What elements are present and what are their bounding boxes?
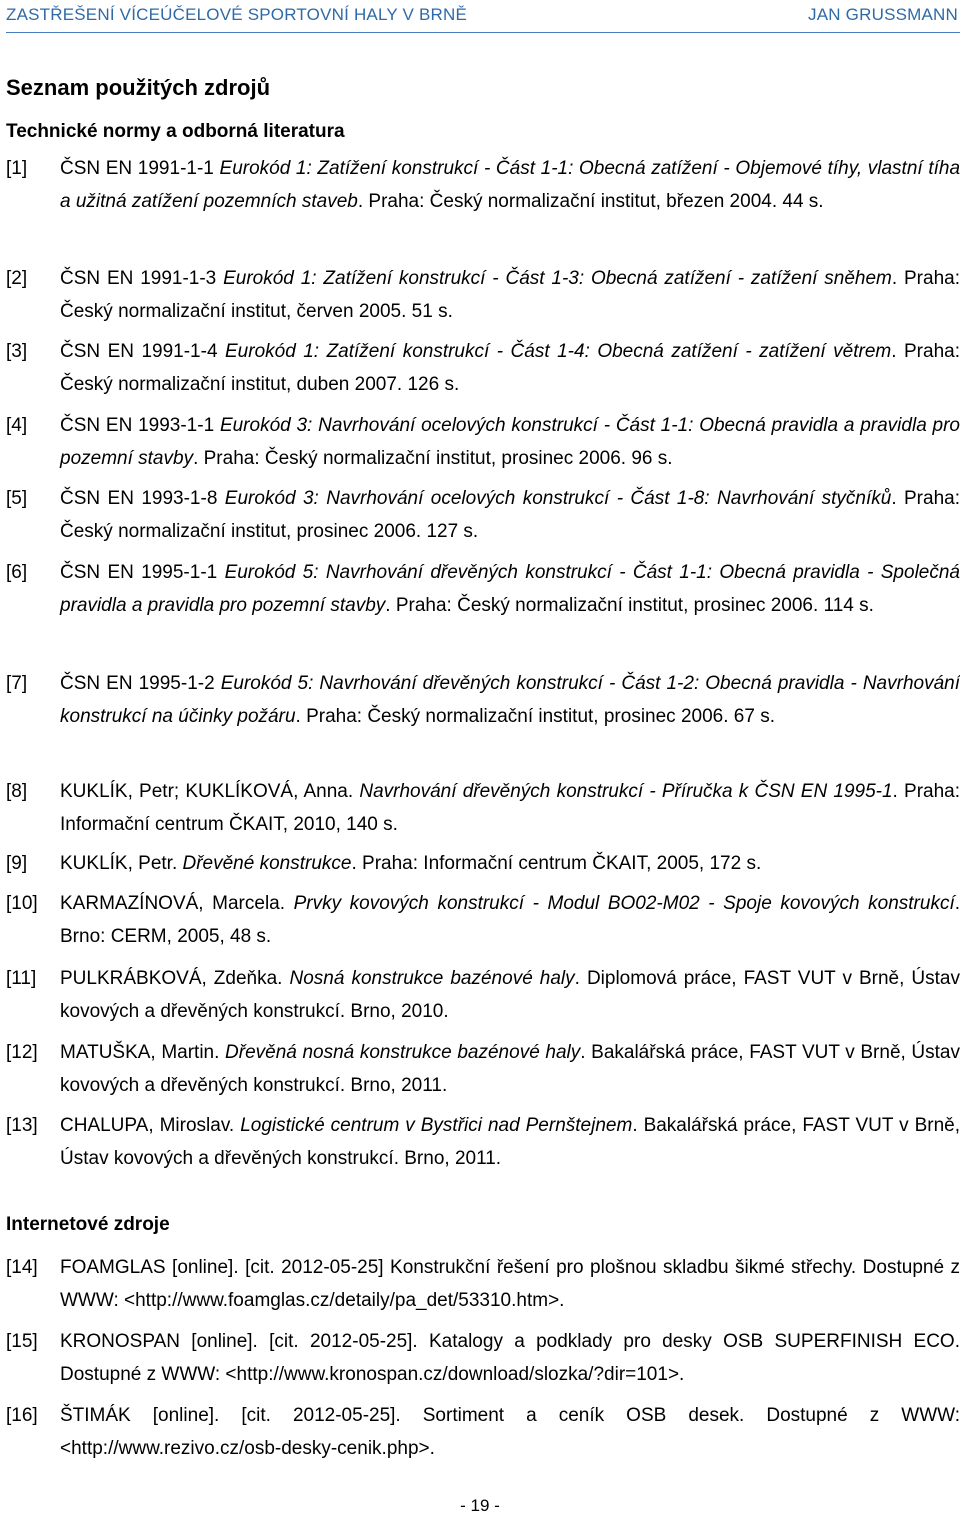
- reference-text: ŠTIMÁK [online]. [cit. 2012-05-25]. Sortiment a ceník OSB desek. Dostupné z WWW: <http://www.rezivo.cz/osb-desky-cenik.php>.: [60, 1405, 960, 1459]
- page-number: - 19 -: [460, 1496, 500, 1515]
- reference-text: FOAMGLAS [online]. [cit. 2012-05-25] Konstrukční řešení pro plošnou skladbu šikmé střechy. Dostupné z WWW: <http://www.foamglas.cz/detaily/pa_det/53310.htm>.: [60, 1257, 960, 1311]
- reference-number: [8]: [6, 781, 28, 802]
- reference-item: [6, 1325, 960, 1391]
- reference-text: CHALUPA, Miroslav. Logistické centrum v Bystřici nad Pernštejnem. Bakalářská práce, FAST VUT v Brně, Ústav kovových a dřevěných konstrukcí. Brno, 2011.: [60, 1115, 960, 1169]
- reference-number: [11]: [6, 968, 37, 989]
- reference-number: [4]: [6, 415, 28, 436]
- reference-number: [14]: [6, 1257, 38, 1278]
- reference-number: [3]: [6, 341, 28, 362]
- header-author: JAN GRUSSMANN: [808, 5, 958, 24]
- reference-item: [6, 775, 960, 841]
- reference-item: [6, 667, 960, 733]
- reference-item: [6, 409, 960, 475]
- reference-text: ČSN EN 1995-1-2 Eurokód 5: Navrhování dřevěných konstrukcí - Část 1-2: Obecná pravidla - Navrhování konstrukcí na účinky požáru. Praha: Český normalizační institut, prosinec 2006. 67 s.: [60, 673, 960, 727]
- reference-number: [12]: [6, 1042, 38, 1063]
- reference-number: [16]: [6, 1405, 38, 1426]
- reference-number: [7]: [6, 673, 28, 694]
- reference-item: [6, 1251, 960, 1317]
- reference-number: [10]: [6, 893, 38, 914]
- reference-text: PULKRÁBKOVÁ, Zdeňka. Nosná konstrukce bazénové haly. Diplomová práce, FAST VUT v Brně, Ústav kovových a dřevěných konstrukcí. Brno, 2010.: [60, 968, 960, 1022]
- header-title: ZASTŘEŠENÍ VÍCEÚČELOVÉ SPORTOVNÍ HALY V BRNĚ: [6, 5, 468, 24]
- reference-item: [6, 887, 960, 953]
- reference-number: [9]: [6, 853, 28, 874]
- reference-number: [6]: [6, 562, 28, 583]
- reference-item: [6, 556, 960, 622]
- reference-number: [13]: [6, 1115, 38, 1136]
- reference-number: [2]: [6, 268, 28, 289]
- reference-number: [1]: [6, 158, 28, 179]
- reference-text: ČSN EN 1993-1-8 Eurokód 3: Navrhování ocelových konstrukcí - Část 1-8: Navrhování styčníků. Praha: Český normalizační institut, prosinec 2006. 127 s.: [60, 488, 960, 542]
- reference-item: [6, 962, 960, 1028]
- reference-text: ČSN EN 1995-1-1 Eurokód 5: Navrhování dřevěných konstrukcí - Část 1-1: Obecná pravidla - Společná pravidla a pravidla pro pozemní stavby. Praha: Český normalizační institut, prosinec 2006. 114 s.: [60, 562, 960, 616]
- reference-number: [5]: [6, 488, 28, 509]
- reference-item: [6, 482, 960, 548]
- section-heading-internet: Internetové zdroje: [6, 1214, 170, 1235]
- reference-item: [6, 152, 960, 218]
- reference-item: [6, 1399, 960, 1465]
- page-title: Seznam použitých zdrojů: [6, 75, 271, 100]
- reference-text: MATUŠKA, Martin. Dřevěná nosná konstrukce bazénové haly. Bakalářská práce, FAST VUT v Brně, Ústav kovových a dřevěných konstrukcí. Brno, 2011.: [60, 1042, 960, 1096]
- reference-text: ČSN EN 1993-1-1 Eurokód 3: Navrhování ocelových konstrukcí - Část 1-1: Obecná pravidla a pravidla pro pozemní stavby. Praha: Český normalizační institut, prosinec 2006. 96 s.: [60, 415, 960, 469]
- reference-text: ČSN EN 1991-1-4 Eurokód 1: Zatížení konstrukcí - Část 1-4: Obecná zatížení - zatížení větrem. Praha: Český normalizační institut, duben 2007. 126 s.: [60, 341, 960, 395]
- reference-text: KUKLÍK, Petr; KUKLÍKOVÁ, Anna. Navrhování dřevěných konstrukcí - Příručka k ČSN EN 1995-1. Praha: Informační centrum ČKAIT, 2010, 140 s.: [60, 781, 960, 835]
- reference-item: [6, 847, 960, 880]
- reference-text: KARMAZÍNOVÁ, Marcela. Prvky kovových konstrukcí - Modul BO02-M02 - Spoje kovových konstrukcí. Brno: CERM, 2005, 48 s.: [60, 893, 960, 947]
- reference-item: [6, 1109, 960, 1175]
- reference-text: ČSN EN 1991-1-3 Eurokód 1: Zatížení konstrukcí - Část 1-3: Obecná zatížení - zatížení sněhem. Praha: Český normalizační institut, červen 2005. 51 s.: [60, 268, 960, 322]
- reference-item: [6, 335, 960, 401]
- reference-number: [15]: [6, 1331, 38, 1352]
- reference-text: ČSN EN 1991-1-1 Eurokód 1: Zatížení konstrukcí - Část 1-1: Obecná zatížení - Objemové tíhy, vlastní tíha a užitná zatížení pozemních staveb. Praha: Český normalizační institut, březen 2004. 44 s.: [60, 158, 960, 212]
- page-header: [6, 2, 960, 33]
- section-heading-literature: Technické normy a odborná literatura: [6, 121, 345, 142]
- reference-item: [6, 1036, 960, 1102]
- reference-item: [6, 262, 960, 328]
- reference-text: KUKLÍK, Petr. Dřevěné konstrukce. Praha: Informační centrum ČKAIT, 2005, 172 s.: [60, 853, 762, 874]
- reference-text: KRONOSPAN [online]. [cit. 2012-05-25]. Katalogy a podklady pro desky OSB SUPERFINISH ECO. Dostupné z WWW: <http://www.kronospan.cz/download/slozka/?dir=101>.: [60, 1331, 960, 1385]
